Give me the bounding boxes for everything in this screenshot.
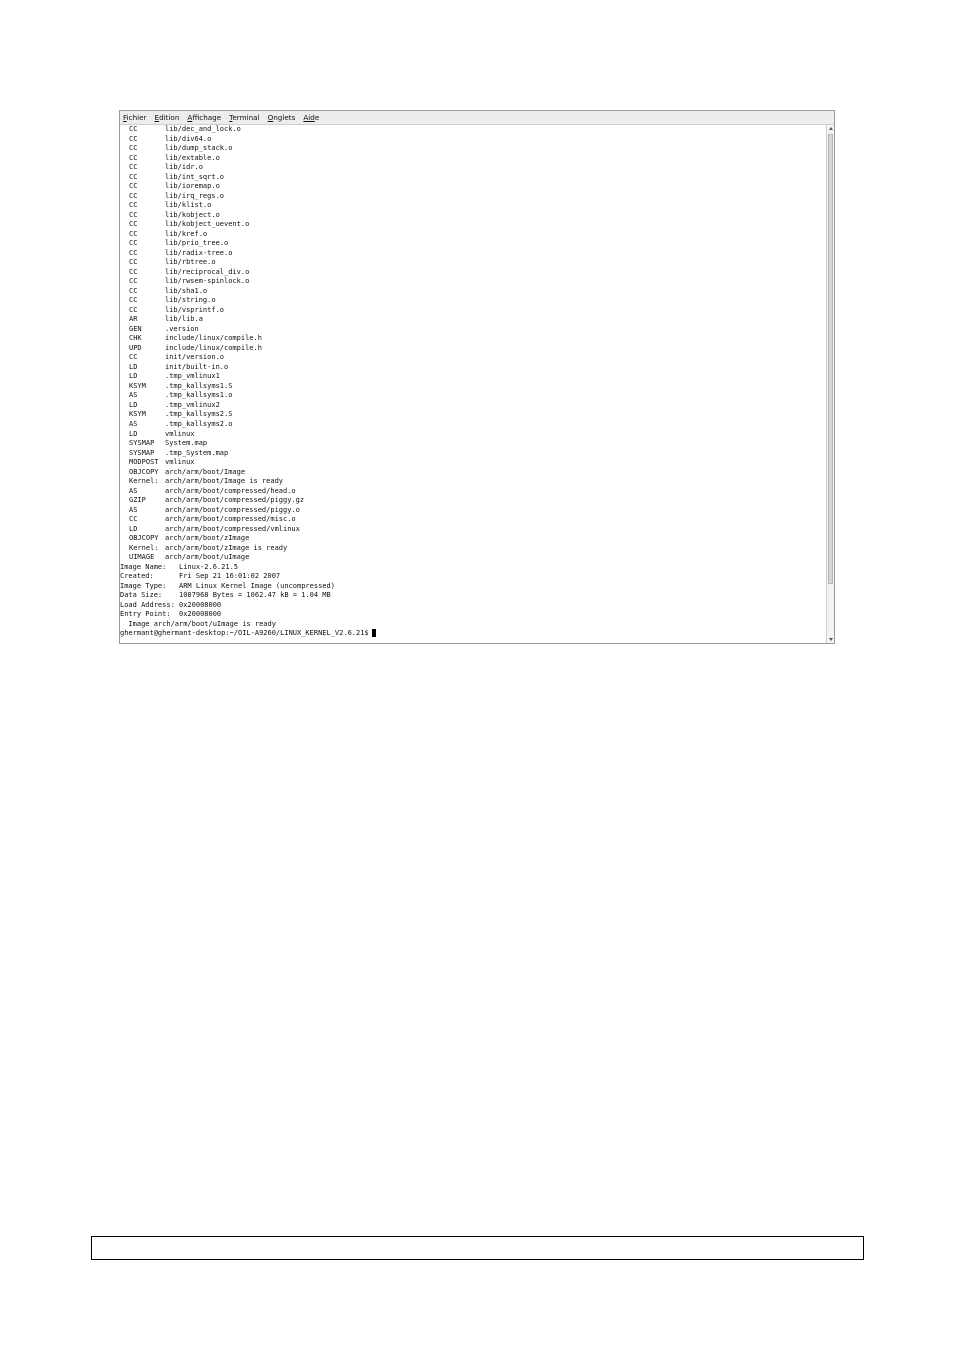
build-step-path: arch/arm/boot/compressed/piggy.gz bbox=[165, 496, 305, 505]
build-step-tag: GEN bbox=[129, 324, 142, 333]
build-step-tag: CC bbox=[129, 134, 138, 143]
vertical-scrollbar[interactable] bbox=[826, 125, 834, 643]
build-step-tag: CC bbox=[129, 248, 138, 257]
terminal-line bbox=[120, 230, 826, 240]
scrollbar-thumb[interactable] bbox=[828, 134, 833, 584]
build-step-tag: KSYM bbox=[129, 381, 146, 390]
build-step-tag: GZIP bbox=[129, 496, 146, 505]
scroll-up-arrow-icon[interactable] bbox=[827, 125, 834, 132]
build-step-path: vmlinux bbox=[165, 429, 195, 438]
build-step-path: arch/arm/boot/zImage is ready bbox=[165, 543, 288, 552]
terminal-line bbox=[120, 211, 826, 221]
build-step-path: include/linux/compile.h bbox=[165, 334, 262, 343]
menu-label: ichier bbox=[126, 113, 147, 122]
build-step-tag: AS bbox=[129, 391, 138, 400]
menu-mnemonic: E bbox=[154, 113, 160, 122]
build-step-tag: LD bbox=[129, 524, 138, 533]
build-step-path: lib/kobject.o bbox=[165, 210, 220, 219]
build-step-path: lib/div64.o bbox=[165, 134, 212, 143]
menu-item-onglets[interactable] bbox=[268, 113, 296, 122]
build-step-tag: AR bbox=[129, 315, 138, 324]
terminal-line bbox=[120, 391, 826, 401]
terminal-line bbox=[120, 182, 826, 192]
build-step-tag: SYSMAP bbox=[129, 448, 155, 457]
build-step-tag: AS bbox=[129, 486, 138, 495]
build-step-path: lib/ioremap.o bbox=[165, 182, 220, 191]
build-step-tag: CC bbox=[129, 277, 138, 286]
shell-prompt-line[interactable] bbox=[120, 629, 826, 639]
menu-item-aide[interactable] bbox=[303, 113, 319, 122]
build-step-path: .tmp_kallsyms1.o bbox=[165, 391, 233, 400]
terminal-line bbox=[120, 534, 826, 544]
terminal-line bbox=[120, 277, 826, 287]
build-step-path: init/version.o bbox=[165, 353, 225, 362]
terminal-line bbox=[120, 296, 826, 306]
terminal-line bbox=[120, 344, 826, 354]
terminal-line bbox=[120, 515, 826, 525]
build-step-path: lib/rbtree.o bbox=[165, 258, 216, 267]
build-step-tag: MODPOST bbox=[129, 458, 159, 467]
build-step-tag: OBJCOPY bbox=[129, 534, 159, 543]
terminal-window bbox=[119, 110, 835, 644]
build-step-path: lib/radix-tree.o bbox=[165, 248, 233, 257]
menu-item-fichier[interactable] bbox=[123, 113, 147, 122]
build-step-tag: CC bbox=[129, 286, 138, 295]
text-cursor bbox=[372, 629, 376, 637]
build-step-tag: LD bbox=[129, 429, 138, 438]
menu-mnemonic: O bbox=[267, 113, 274, 122]
build-step-path: .tmp_vmlinux2 bbox=[165, 400, 220, 409]
shell-prompt: ghermant@ghermant-desktop:~/OIL-A9260/LINUX_KERNEL_V2.6.21$ bbox=[120, 629, 369, 638]
build-step-path: lib/kobject_uevent.o bbox=[165, 220, 250, 229]
build-step-path: init/built-in.o bbox=[165, 362, 229, 371]
menu-bar bbox=[120, 111, 834, 125]
menu-item-edition[interactable] bbox=[155, 113, 180, 122]
build-step-tag: UPD bbox=[129, 343, 142, 352]
build-step-path: lib/dec_and_lock.o bbox=[165, 125, 241, 133]
terminal-line bbox=[120, 125, 826, 135]
build-step-tag: CC bbox=[129, 267, 138, 276]
build-step-tag: AS bbox=[129, 419, 138, 428]
terminal-line bbox=[120, 325, 826, 335]
build-step-path: lib/prio_tree.o bbox=[165, 239, 229, 248]
menu-label: e bbox=[314, 113, 320, 122]
build-step-path: lib/vsprintf.o bbox=[165, 305, 225, 314]
build-step-tag: LD bbox=[129, 372, 138, 381]
build-step-tag: CHK bbox=[129, 334, 142, 343]
menu-label: nglets bbox=[273, 113, 296, 122]
build-step-tag: CC bbox=[129, 125, 138, 133]
terminal-line bbox=[120, 430, 826, 440]
menu-mnemonic: A bbox=[187, 113, 193, 122]
terminal-line bbox=[120, 525, 826, 535]
build-step-path: arch/arm/boot/compressed/misc.o bbox=[165, 515, 296, 524]
terminal-line bbox=[120, 239, 826, 249]
terminal-line bbox=[120, 544, 826, 554]
build-step-path: System.map bbox=[165, 439, 208, 448]
terminal-line bbox=[120, 401, 826, 411]
menu-label: erminal bbox=[232, 113, 260, 122]
build-step-path: .tmp_kallsyms2.o bbox=[165, 419, 233, 428]
terminal-line bbox=[120, 163, 826, 173]
build-step-path: .version bbox=[165, 324, 199, 333]
build-step-path: .tmp_System.map bbox=[165, 448, 229, 457]
build-step-tag: Kernel: bbox=[129, 543, 159, 552]
terminal-line: Image Name: Linux-2.6.21.5 bbox=[120, 562, 239, 571]
build-step-tag: CC bbox=[129, 239, 138, 248]
terminal-line bbox=[120, 315, 826, 325]
build-step-tag: CC bbox=[129, 220, 138, 229]
terminal-line bbox=[120, 506, 826, 516]
terminal-line bbox=[120, 173, 826, 183]
terminal-line: Created: Fri Sep 21 16:01:02 2007 bbox=[120, 572, 281, 581]
terminal-line bbox=[120, 306, 826, 316]
build-step-path: lib/idr.o bbox=[165, 163, 203, 172]
build-step-tag: CC bbox=[129, 163, 138, 172]
build-step-path: arch/arm/boot/compressed/head.o bbox=[165, 486, 296, 495]
build-step-path: arch/arm/boot/zImage bbox=[165, 534, 250, 543]
build-step-tag: CC bbox=[129, 305, 138, 314]
build-step-path: lib/rwsem-spinlock.o bbox=[165, 277, 250, 286]
terminal-line: Entry Point: 0x20008000 bbox=[120, 610, 222, 619]
build-step-path: lib/kref.o bbox=[165, 229, 208, 238]
terminal-line bbox=[120, 268, 826, 278]
terminal-line bbox=[120, 487, 826, 497]
terminal-line bbox=[120, 249, 826, 259]
menu-item-affichage[interactable] bbox=[187, 113, 221, 122]
terminal-line bbox=[120, 135, 826, 145]
terminal-line bbox=[120, 553, 826, 563]
terminal-line: Data Size: 1087968 Bytes = 1062.47 kB = 1.04 MB bbox=[120, 591, 331, 600]
terminal-line bbox=[120, 201, 826, 211]
menu-label: ffichage bbox=[192, 113, 222, 122]
build-step-path: lib/klist.o bbox=[165, 201, 212, 210]
build-step-path: arch/arm/boot/compressed/piggy.o bbox=[165, 505, 300, 514]
terminal-line bbox=[120, 144, 826, 154]
build-step-tag: CC bbox=[129, 191, 138, 200]
build-step-path: lib/lib.a bbox=[165, 315, 203, 324]
build-step-path: .tmp_kallsyms1.S bbox=[165, 381, 233, 390]
build-step-path: lib/dump_stack.o bbox=[165, 144, 233, 153]
build-step-path: .tmp_vmlinux1 bbox=[165, 372, 220, 381]
menu-mnemonic: Aid bbox=[303, 113, 315, 122]
build-step-tag: CC bbox=[129, 258, 138, 267]
build-step-tag: KSYM bbox=[129, 410, 146, 419]
terminal-line: Load Address: 0x20008000 bbox=[120, 600, 222, 609]
build-step-tag: LD bbox=[129, 362, 138, 371]
terminal-line bbox=[120, 477, 826, 487]
build-step-tag: CC bbox=[129, 182, 138, 191]
terminal-line bbox=[120, 363, 826, 373]
build-step-tag: CC bbox=[129, 153, 138, 162]
build-step-path: arch/arm/boot/uImage bbox=[165, 553, 250, 562]
terminal-line bbox=[120, 458, 826, 468]
build-step-tag: Kernel: bbox=[129, 477, 159, 486]
terminal-output[interactable] bbox=[120, 125, 826, 643]
build-step-tag: SYSMAP bbox=[129, 439, 155, 448]
build-step-tag: CC bbox=[129, 353, 138, 362]
terminal-line bbox=[120, 420, 826, 430]
terminal-line bbox=[120, 154, 826, 164]
terminal-line: Image Type: ARM Linux Kernel Image (uncompressed) bbox=[120, 581, 335, 590]
terminal-line bbox=[120, 449, 826, 459]
terminal-line bbox=[120, 353, 826, 363]
terminal-line bbox=[120, 258, 826, 268]
terminal-line bbox=[120, 220, 826, 230]
build-step-tag: CC bbox=[129, 296, 138, 305]
build-step-tag: CC bbox=[129, 229, 138, 238]
build-step-path: arch/arm/boot/compressed/vmlinux bbox=[165, 524, 300, 533]
build-step-path: lib/reciprocal_div.o bbox=[165, 267, 250, 276]
terminal-line bbox=[120, 496, 826, 506]
terminal-line bbox=[120, 439, 826, 449]
scroll-down-arrow-icon[interactable] bbox=[827, 636, 834, 643]
build-step-path: include/linux/compile.h bbox=[165, 343, 262, 352]
terminal-line bbox=[120, 372, 826, 382]
build-step-tag: CC bbox=[129, 172, 138, 181]
build-step-tag: AS bbox=[129, 505, 138, 514]
terminal-line bbox=[120, 192, 826, 202]
build-step-tag: UIMAGE bbox=[129, 553, 155, 562]
build-step-tag: OBJCOPY bbox=[129, 467, 159, 476]
terminal-line bbox=[120, 410, 826, 420]
build-step-tag: LD bbox=[129, 400, 138, 409]
build-step-path: lib/extable.o bbox=[165, 153, 220, 162]
build-step-path: lib/int_sqrt.o bbox=[165, 172, 225, 181]
build-step-path: arch/arm/boot/Image bbox=[165, 467, 246, 476]
build-step-path: vmlinux bbox=[165, 458, 195, 467]
menu-item-terminal[interactable] bbox=[229, 113, 259, 122]
build-step-path: lib/sha1.o bbox=[165, 286, 208, 295]
build-step-tag: CC bbox=[129, 210, 138, 219]
menu-mnemonic: F bbox=[123, 113, 127, 122]
build-step-path: .tmp_kallsyms2.S bbox=[165, 410, 233, 419]
build-step-path: arch/arm/boot/Image is ready bbox=[165, 477, 284, 486]
terminal-line: Image arch/arm/boot/uImage is ready bbox=[120, 619, 276, 628]
build-step-tag: CC bbox=[129, 515, 138, 524]
terminal-line bbox=[120, 382, 826, 392]
menu-label: dition bbox=[159, 113, 180, 122]
page-footer-box bbox=[91, 1236, 864, 1260]
terminal-line bbox=[120, 334, 826, 344]
build-step-path: lib/string.o bbox=[165, 296, 216, 305]
menu-mnemonic: T bbox=[229, 113, 233, 122]
terminal-line bbox=[120, 287, 826, 297]
build-step-tag: CC bbox=[129, 144, 138, 153]
build-step-tag: CC bbox=[129, 201, 138, 210]
terminal-line bbox=[120, 468, 826, 478]
build-step-path: lib/irq_regs.o bbox=[165, 191, 225, 200]
